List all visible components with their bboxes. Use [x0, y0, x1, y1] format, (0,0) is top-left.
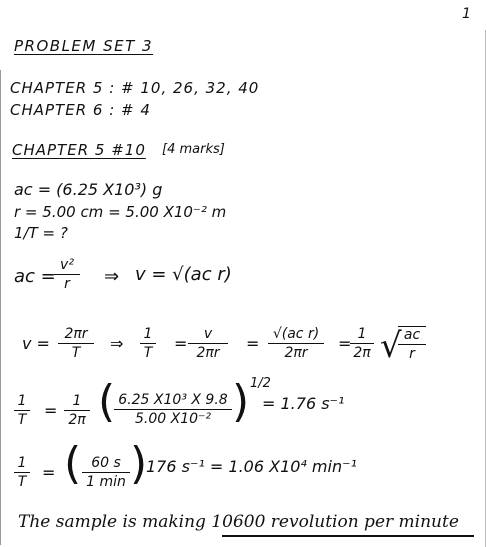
- eq1-fraction: [54, 257, 80, 292]
- eq3-f1-denominator: T: [17, 412, 27, 428]
- left-margin-line: [0, 70, 1, 545]
- page-title: PROBLEM SET 3: [14, 37, 154, 55]
- given-ac: ac = (6.25 X10³) g: [14, 180, 163, 199]
- eq4-f1-denominator: T: [17, 474, 27, 490]
- eq2-equals-a: =: [174, 334, 188, 353]
- eq2-f4-numerator: √(ac r): [272, 326, 320, 342]
- eq3-equals: =: [44, 401, 58, 420]
- eq4-equals: =: [42, 463, 56, 482]
- given-unknown: 1/T = ?: [14, 224, 68, 242]
- fraction-bar: [268, 343, 324, 344]
- eq2-fraction-3: [188, 326, 228, 361]
- right-edge-line: [485, 30, 486, 547]
- eq2-lhs: v =: [22, 334, 50, 353]
- eq1-lhs: ac =: [14, 266, 56, 287]
- eq2-equals-c: =: [338, 334, 352, 353]
- fraction-bar: [140, 343, 156, 344]
- eq3-f3-denominator: 5.00 X10⁻²: [134, 411, 212, 427]
- eq2-f3-denominator: 2πr: [196, 345, 220, 361]
- conclusion-underline: [222, 535, 474, 537]
- eq2-fraction-1: [58, 326, 94, 361]
- eq2-f5-denominator: 2π: [353, 345, 371, 361]
- open-paren: (: [64, 438, 82, 489]
- eq2-f5-numerator: 1: [357, 326, 367, 342]
- close-paren: ): [130, 438, 148, 489]
- eq3-power: 1/2: [250, 376, 271, 391]
- eq3-fraction-3: [114, 392, 232, 427]
- fraction-bar: [64, 410, 90, 411]
- eq4-f2-numerator: 60 s: [91, 455, 121, 471]
- eq2-arrow: ⇒: [110, 334, 124, 353]
- fraction-bar: [14, 410, 30, 411]
- eq2-f6-numerator: ac: [403, 327, 421, 343]
- eq3-result: = 1.76 s⁻¹: [262, 394, 345, 413]
- fraction-bar: [58, 343, 94, 344]
- eq2-fraction-2: [140, 326, 156, 361]
- assignment-chapter-5: CHAPTER 5 : # 10, 26, 32, 40: [10, 79, 260, 97]
- eq2-fraction-4: [268, 326, 324, 361]
- fraction-bar: [82, 472, 130, 473]
- open-paren: (: [98, 376, 116, 427]
- eq2-f6-denominator: r: [409, 346, 415, 362]
- eq1-numerator: v²: [60, 257, 74, 273]
- fraction-bar: [350, 343, 374, 344]
- section-marks: [4 marks]: [162, 142, 225, 157]
- eq2-f1-denominator: T: [71, 345, 81, 361]
- eq3-f2-denominator: 2π: [68, 412, 86, 428]
- fraction-bar: [398, 344, 426, 345]
- eq2-f4-denominator: 2πr: [284, 345, 308, 361]
- eq2-f2-numerator: 1: [143, 326, 153, 342]
- eq4-f2-denominator: 1 min: [86, 474, 126, 490]
- eq1-arrow: ⇒: [104, 266, 120, 287]
- fraction-bar: [54, 274, 80, 275]
- eq4-fraction-1: [14, 455, 30, 490]
- eq1-rhs: v = √(ac r): [135, 264, 232, 285]
- eq3-f2-numerator: 1: [72, 393, 82, 409]
- eq3-f3-numerator: 6.25 X10³ X 9.8: [118, 392, 228, 408]
- eq4-rest: 176 s⁻¹ = 1.06 X10⁴ min⁻¹: [146, 457, 357, 476]
- page-number: 1: [462, 6, 471, 22]
- given-r: r = 5.00 cm = 5.00 X10⁻² m: [14, 203, 227, 221]
- eq2-fraction-6: [398, 326, 426, 362]
- close-paren: ): [232, 376, 250, 427]
- eq2-f2-denominator: T: [143, 345, 153, 361]
- fraction-bar: [14, 472, 30, 473]
- eq4-f1-numerator: 1: [17, 455, 27, 471]
- eq2-fraction-5: [350, 326, 374, 361]
- section-heading: CHAPTER 5 #10: [12, 141, 146, 159]
- conclusion-text: The sample is making 10600 revolution per minute: [18, 512, 459, 532]
- eq2-f3-numerator: v: [203, 326, 213, 342]
- eq4-fraction-2: [82, 455, 130, 490]
- fraction-bar: [188, 343, 228, 344]
- eq2-f1-numerator: 2πr: [64, 326, 88, 342]
- fraction-bar: [114, 409, 232, 410]
- sqrt-sign: √: [380, 326, 402, 366]
- assignment-chapter-6: CHAPTER 6 : # 4: [10, 101, 151, 119]
- eq3-fraction-1: [14, 393, 30, 428]
- eq1-denominator: r: [64, 276, 70, 292]
- eq3-fraction-2: [64, 393, 90, 428]
- eq3-f1-numerator: 1: [17, 393, 27, 409]
- eq2-equals-b: =: [246, 334, 260, 353]
